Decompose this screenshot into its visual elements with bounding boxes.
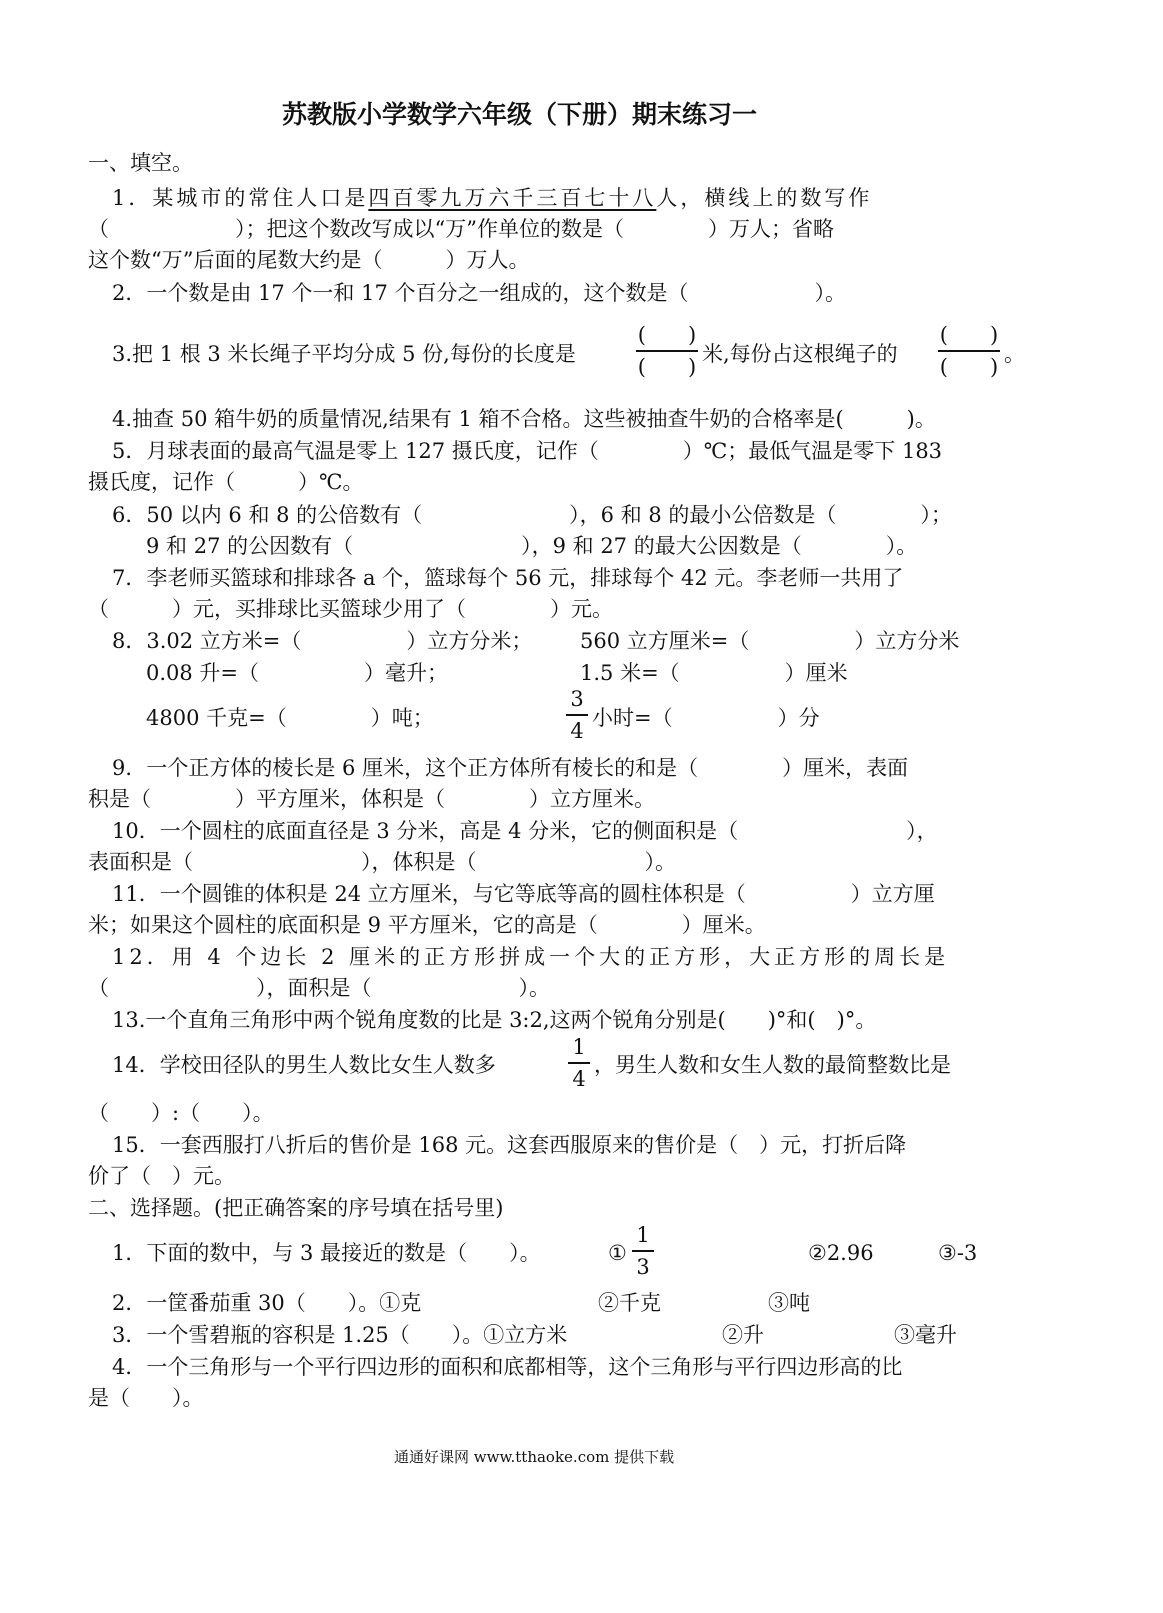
question-15-line-2: 价了（ ）元。	[88, 1164, 235, 1188]
question-3-text-a: 3.把 1 根 3 米长绳子平均分成 5 份,每份的长度是	[112, 342, 576, 366]
question-14-line-2: （ ）:（ ）。	[88, 1101, 274, 1125]
question-12-line-2: （ ），面积是（ ）。	[88, 976, 550, 1000]
page-title: 苏教版小学数学六年级（下册）期末练习一	[282, 100, 758, 129]
question-7-line-2: （ ）元，买排球比买篮球少用了（ ）元。	[88, 597, 613, 621]
question-8-fraction	[566, 686, 588, 744]
question-1-text-a: 1．某城市的常住人口是	[112, 186, 369, 210]
question-3-fraction-2	[938, 322, 1000, 380]
question-1-line-2: （ ）；把这个数改写成以“万”作单位的数是（ ）万人；省略	[88, 217, 834, 241]
question-5-line-2: 摄氏度，记作（ ）℃。	[88, 470, 364, 494]
choice-1-option-a-fraction	[632, 1222, 654, 1280]
choice-2-stem: 2．一筐番茄重 30（ ）。①克	[112, 1291, 422, 1315]
question-8-fraction-numerator: 3	[570, 687, 584, 711]
question-1-line-3: 这个数“万”后面的尾数大约是（ ）万人。	[88, 248, 530, 272]
choice-1-option-a-numerator: 1	[636, 1223, 650, 1247]
question-9-line-1: 9．一个正方体的棱长是 6 厘米，这个正方体所有棱长的和是（ ）厘米，表面	[112, 756, 909, 780]
question-4: 4.抽查 50 箱牛奶的质量情况,结果有 1 箱不合格。这些被抽查牛奶的合格率是( )。	[112, 407, 936, 431]
question-8-b2: 1.5 米=（ ）厘米	[580, 661, 848, 685]
choice-3-option-c: ③毫升	[894, 1323, 957, 1347]
choice-1-option-a-denominator: 3	[636, 1255, 650, 1279]
question-3-text-c: 。	[1004, 342, 1025, 366]
question-3-fraction-1-numerator: ( )	[637, 323, 697, 347]
question-3-text-b: 米,每份占这根绳子的	[702, 342, 898, 366]
question-3-fraction-2-numerator: ( )	[939, 323, 999, 347]
choice-1-stem: 1．下面的数中，与 3 最接近的数是（ ）。	[112, 1241, 541, 1265]
question-7-line-1: 7．李老师买篮球和排球各 a 个，篮球每个 56 元，排球每个 42 元。李老师一共用了	[112, 566, 904, 590]
question-10-line-1: 10．一个圆柱的底面直径是 3 分米，高是 4 分米，它的侧面积是（ ），	[112, 819, 938, 843]
question-3-fraction-2-denominator: ( )	[939, 355, 999, 379]
question-11-line-2: 米；如果这个圆柱的底面积是 9 平方厘米，它的高是（ ）厘米。	[88, 913, 766, 937]
question-6-line-2: 9 和 27 的公因数有（ ），9 和 27 的最大公因数是（ ）。	[146, 534, 918, 558]
question-3-fraction-1-denominator: ( )	[637, 355, 697, 379]
question-1-underlined-number: 四百零九万六千三百七十八	[368, 186, 657, 210]
question-13: 13.一个直角三角形中两个锐角度数的比是 3:2,这两个锐角分别是( )°和( )°。	[112, 1008, 877, 1032]
section-1-heading: 一、填空。	[88, 151, 193, 175]
question-1-line-1	[112, 183, 872, 213]
choice-4-line-1: 4．一个三角形与一个平行四边形的面积和底都相等，这个三角形与平行四边形高的比	[112, 1355, 903, 1379]
question-2: 2．一个数是由 17 个一和 17 个百分之一组成的，这个数是（ ）。	[112, 281, 847, 305]
question-14-text-a: 14．学校田径队的男生人数比女生人数多	[112, 1053, 496, 1077]
question-8-a1: 8．3.02 立方米=（ ）立方分米；	[112, 629, 533, 653]
question-9-line-2: 积是（ ）平方厘米，体积是（ ）立方厘米。	[88, 787, 655, 811]
question-11-line-1: 11．一个圆锥的体积是 24 立方厘米，与它等底等高的圆柱体积是（ ）立方厘	[112, 882, 935, 906]
section-2-heading: 二、选择题。(把正确答案的序号填在括号里)	[88, 1196, 504, 1220]
question-8-c1: 4800 千克=（ ）吨；	[146, 706, 434, 730]
choice-4-line-2: 是（ ）。	[88, 1386, 204, 1410]
question-15-line-1: 15．一套西服打八折后的售价是 168 元。这套西服原来的售价是（ ）元，打折后降	[112, 1133, 907, 1157]
question-14-text-b: ，男生人数和女生人数的最简整数比是	[594, 1053, 951, 1077]
question-5-line-1: 5．月球表面的最高气温是零上 127 摄氏度，记作（ ）℃；最低气温是零下 183	[112, 439, 943, 463]
choice-1-option-c: ③-3	[938, 1241, 978, 1265]
question-1-text-c: 人，横线上的数写作	[656, 186, 873, 210]
question-14-fraction	[568, 1034, 590, 1092]
choice-2-option-c: ③吨	[768, 1291, 810, 1315]
question-8-fraction-denominator: 4	[570, 719, 584, 743]
choice-3-option-b: ②升	[722, 1323, 764, 1347]
question-12-line-1: 12．用 4 个边长 2 厘米的正方形拼成一个大的正方形，大正方形的周长是	[112, 945, 950, 969]
question-10-line-2: 表面积是（ ），体积是（ ）。	[88, 850, 676, 874]
choice-1-option-a: ①	[608, 1241, 627, 1265]
question-8-b1: 0.08 升=（ ）毫升；	[146, 661, 449, 685]
choice-1-option-b: ②2.96	[808, 1241, 874, 1265]
footer-credit: 通通好课网 www.tthaoke.com 提供下载	[394, 1448, 675, 1466]
question-8-a2: 560 立方厘米=（ ）立方分米	[580, 629, 960, 653]
question-6-line-1: 6．50 以内 6 和 8 的公倍数有（ ），6 和 8 的最小公倍数是（ ）；	[112, 503, 952, 527]
choice-3-stem: 3．一个雪碧瓶的容积是 1.25（ ）。①立方米	[112, 1323, 568, 1347]
question-14-fraction-numerator: 1	[572, 1035, 586, 1059]
question-3-fraction-1	[636, 322, 698, 380]
question-14-fraction-denominator: 4	[572, 1067, 586, 1091]
question-8-c2: 小时=（ ）分	[592, 706, 820, 730]
choice-2-option-b: ②千克	[598, 1291, 661, 1315]
